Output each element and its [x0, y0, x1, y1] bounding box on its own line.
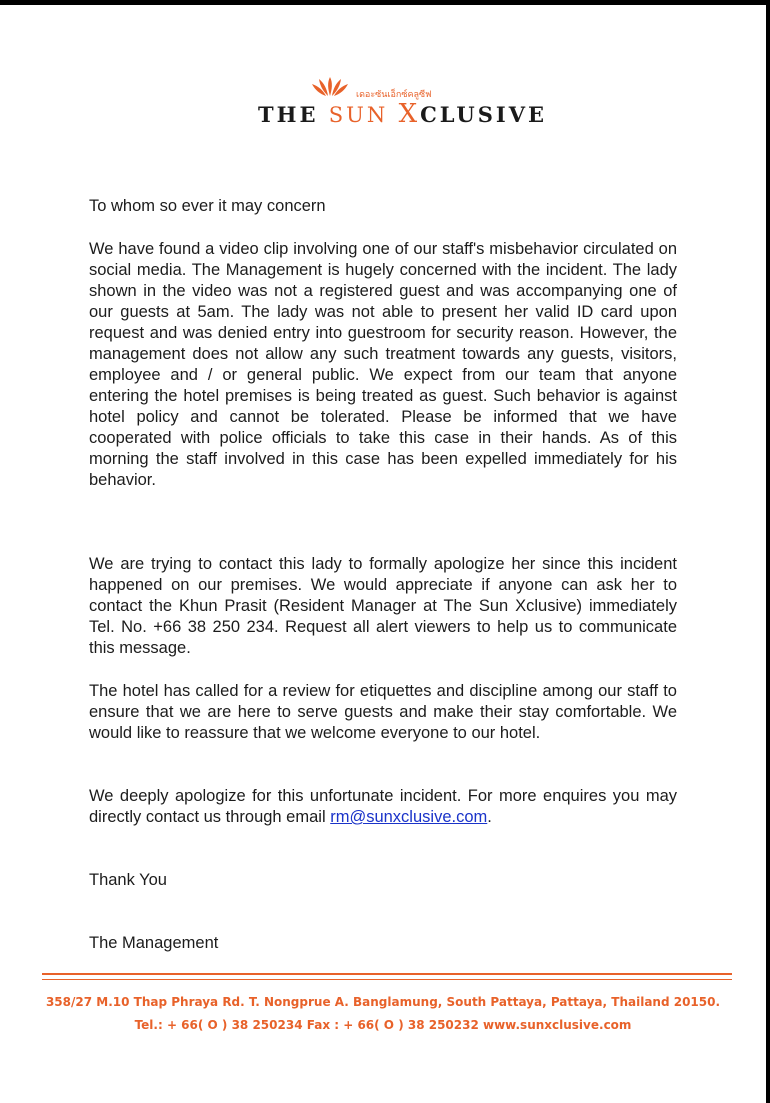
paragraph-contact-lady: We are trying to contact this lady to formally apologize her since this incident happened on our premises. We would appreciate if anyone can ask her to contact the Khun Prasit (Resident Manager at The Sun Xclusive) immediately Tel. No. +66 38 250 234. Request all alert viewers to help us to communicate this message. [89, 555, 677, 657]
footer-divider [42, 973, 732, 975]
hotel-logo [258, 75, 548, 135]
logo-thai-tagline: เดอะซันเอ็กซ์คลูซีฟ [356, 89, 432, 99]
signature: The Management [89, 934, 219, 952]
footer-contact: Tel.: + 66( O ) 38 250234 Fax : + 66( O ) 38 250232 www.sunxclusive.com [134, 1018, 632, 1032]
logo-wordmark: THE SUN XCLUSIVE [258, 99, 548, 129]
sun-rays-icon [310, 75, 350, 97]
paragraph-review: The hotel has called for a review for etiquettes and discipline among our staff to ensure that we are here to serve guests and make their stay comfortable. We would like to reassure that we welcome everyone to our hotel. [89, 682, 677, 742]
salutation: To whom so ever it may concern [89, 197, 326, 215]
letter-page [0, 5, 766, 1103]
closing-thank-you: Thank You [89, 871, 167, 889]
email-link[interactable]: rm@sunxclusive.com [330, 808, 488, 826]
footer-address: 358/27 M.10 Thap Phraya Rd. T. Nongprue A. Banglamung, South Pattaya, Pattaya, Thailand 20150. [45, 995, 721, 1009]
paragraph-apology: We deeply apologize for this unfortunate incident. For more enquires you may directly contact us through email rm@sunxclusive.com. [89, 787, 677, 826]
paragraph-incident: We have found a video clip involving one of our staff's misbehavior circulated on social media. The Management is hugely concerned with the incident. The lady shown in the video was not a registered guest and was accompanying one of our guests at 5am. The lady was not able to present her valid ID card upon request and was denied entry into guestroom for security reason. However, the management does not allow any such treatment towards any guests, visitors, employee and / or general public. We expect from our team that anyone entering the hotel premises is being treated as guest. Such behavior is against hotel policy and cannot be tolerated. Please be informed that we have cooperated with police officials to take this case in their hands. As of this morning the staff involved in this case has been expelled immediately for his behavior. [89, 240, 677, 489]
footer-divider-thin [42, 979, 732, 980]
